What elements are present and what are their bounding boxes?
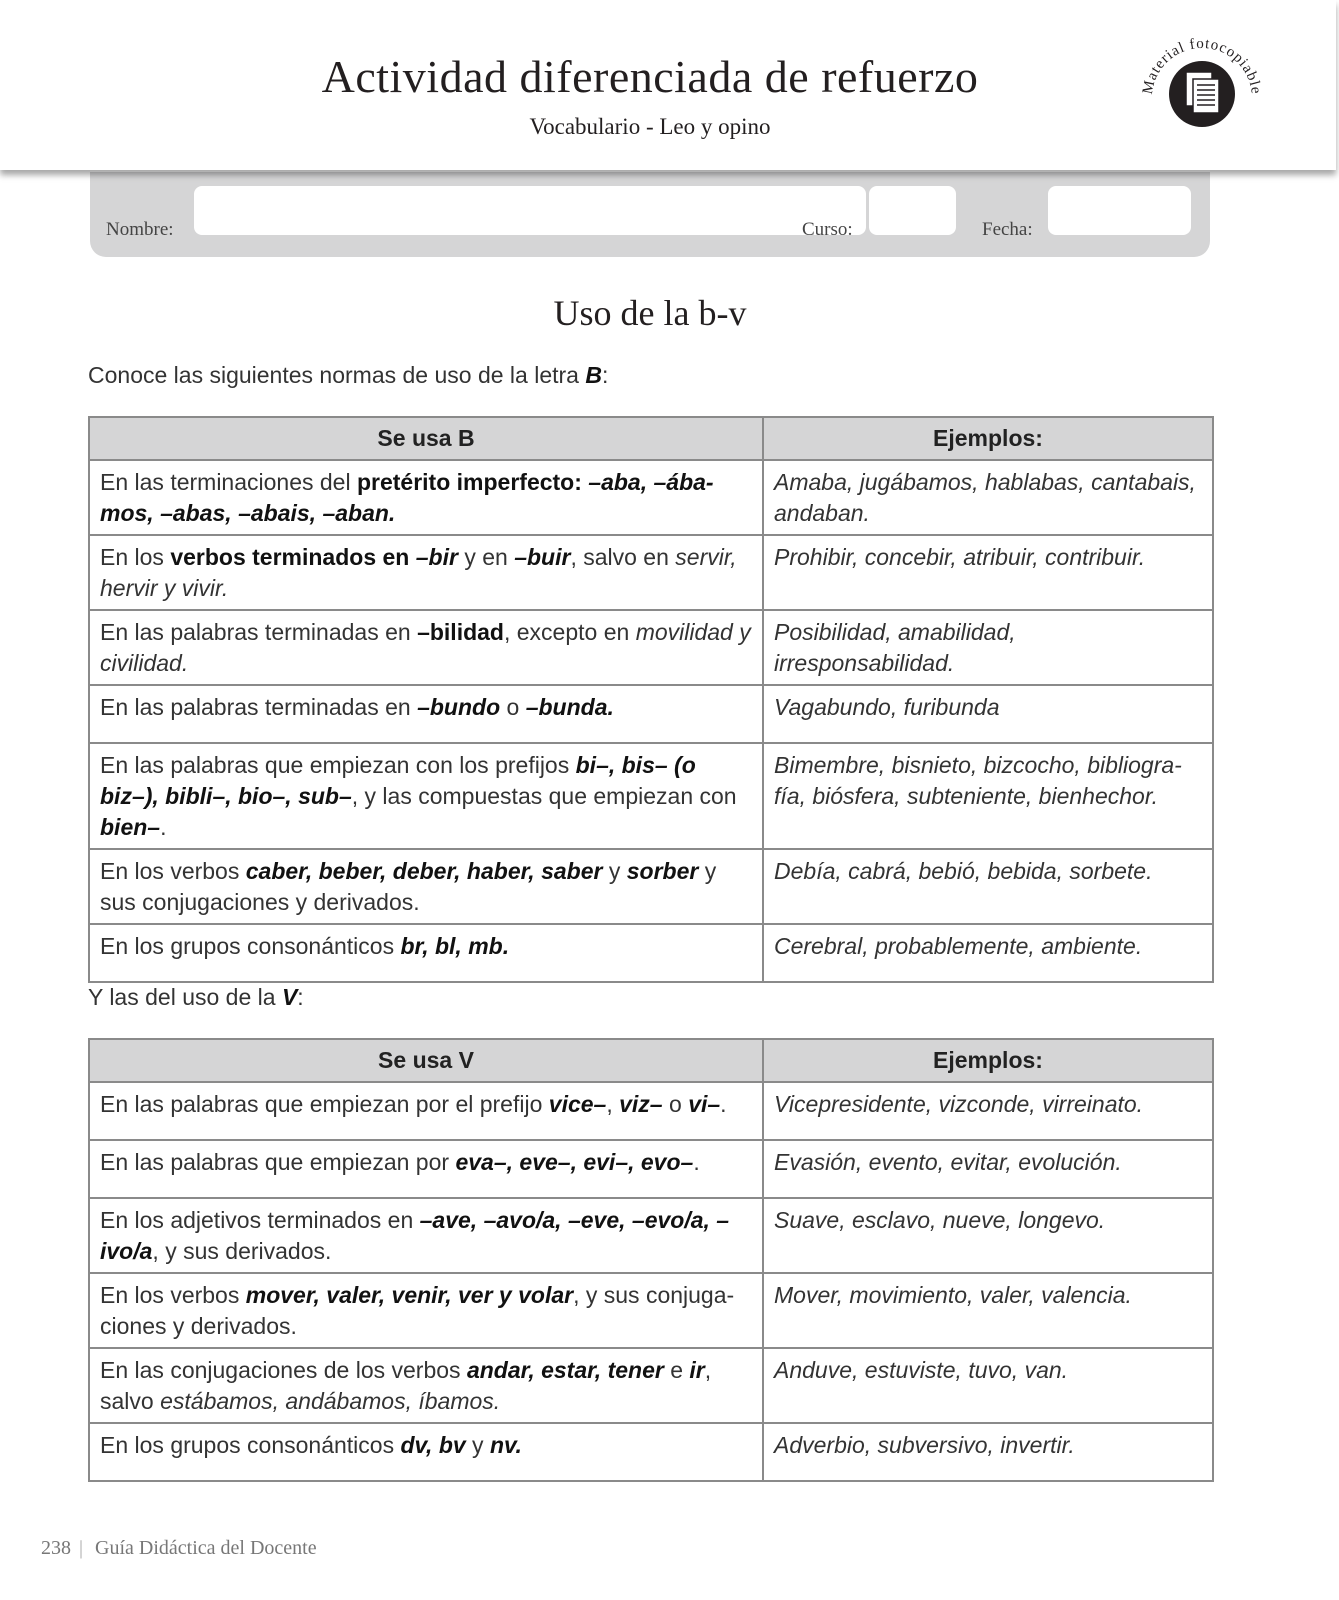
table-v-header-rule: Se usa V [89, 1039, 763, 1082]
table-row [89, 849, 1213, 924]
rule-text-segment: o [500, 694, 526, 720]
example-cell: Amaba, jugábamos, hablabas, cantabais, andaban. [763, 460, 1213, 535]
rule-text-segment: , salvo [100, 1357, 712, 1414]
table-row [89, 1273, 1213, 1348]
rule-text-segment: En los grupos consonánticos [100, 933, 401, 959]
rule-text-segment: viz– [619, 1091, 663, 1117]
rule-text-segment: y en [457, 544, 515, 570]
rule-text-segment: En las terminaciones del [100, 469, 357, 495]
example-cell: Anduve, estuviste, tuvo, van. [763, 1348, 1213, 1423]
rule-text-segment: servir, hervir y vivir. [100, 544, 737, 601]
rule-text-segment: –bunda. [525, 694, 614, 720]
rule-text-segment: estábamos, andábamos, íbamos. [160, 1388, 501, 1414]
rule-text-segment: caber, beber, deber, haber, saber [245, 858, 603, 884]
table-row [89, 1423, 1213, 1481]
rule-cell [89, 849, 763, 924]
rule-text-segment: –buir [514, 544, 571, 570]
rule-cell [89, 535, 763, 610]
example-cell: Evasión, evento, evitar, evolución. [763, 1140, 1213, 1198]
page-subtitle: Vocabulario - Leo y opino [529, 114, 771, 139]
rule-text-segment: , y sus derivados. [152, 1238, 332, 1264]
rule-text-segment: verbos terminados en [170, 544, 416, 570]
page-number: 238 [41, 1537, 71, 1559]
student-info-bar [90, 172, 1210, 257]
rule-text-segment: En las palabras terminadas en [100, 694, 418, 720]
rule-text-segment: –aba, –ába-mos, –abas, –abais, –aban. [100, 469, 714, 526]
date-label: Fecha: [982, 219, 1033, 240]
table-row [89, 1140, 1213, 1198]
photocopiable-seal-icon [1140, 28, 1264, 152]
rule-text-segment: mover, valer, venir, ver y volar [245, 1282, 574, 1308]
header-band [0, 0, 1336, 170]
rule-text-segment: –bilidad [417, 619, 504, 645]
rule-text-segment: En las palabras que empiezan por el prefijo [100, 1091, 549, 1117]
rule-text-segment: y sus conjugaciones y derivados. [100, 858, 717, 915]
rule-text-segment: vice– [548, 1091, 607, 1117]
intro-b-letter: B [585, 362, 602, 388]
rule-text-segment: movilidad y civilidad. [100, 619, 751, 676]
svg-text:Material fotocopiable: Material fotocopiable [1140, 35, 1264, 96]
example-cell: Mover, movimiento, valer, valencia. [763, 1273, 1213, 1348]
rule-cell [89, 610, 763, 685]
table-row [89, 1198, 1213, 1273]
rule-text-segment: andar, estar, tener [466, 1357, 664, 1383]
table-row [89, 610, 1213, 685]
table-row [89, 460, 1213, 535]
rule-text-segment: En las palabras que empiezan por [100, 1149, 456, 1175]
rule-text-segment: . [720, 1091, 727, 1117]
rule-text-segment: bien– [100, 814, 161, 840]
rule-text-segment: . [160, 814, 167, 840]
rule-cell [89, 1273, 763, 1348]
rule-text-segment: , [606, 1091, 620, 1117]
rule-text-segment: –bir [415, 544, 458, 570]
intro-v-end: : [297, 984, 304, 1010]
rule-text-segment: En los adjetivos terminados en [100, 1207, 420, 1233]
example-cell: Vicepresidente, vizconde, virreinato. [763, 1082, 1213, 1140]
page-title: Actividad diferenciada de refuerzo [321, 51, 979, 102]
section-title: Uso de la b-v [553, 293, 747, 333]
table-v-header-row [89, 1039, 1213, 1082]
intro-v-text: Y las del uso de la [88, 984, 282, 1010]
table-row [89, 743, 1213, 849]
table-b-header-row [89, 417, 1213, 460]
example-cell: Posibilidad, amabilidad, irresponsabilidad. [763, 610, 1213, 685]
table-v-header-examples: Ejemplos: [763, 1039, 1213, 1082]
page-footer [41, 1537, 317, 1560]
rule-text-segment: bi–, bis– (o biz–), bibli–, bio–, sub– [100, 752, 696, 809]
table-row [89, 924, 1213, 982]
rule-text-segment: ir [689, 1357, 705, 1383]
rule-cell [89, 1423, 763, 1481]
rule-text-segment: En los grupos consonánticos [100, 1432, 401, 1458]
rule-text-segment: . [693, 1149, 700, 1175]
rule-text-segment: pretérito imperfecto: [356, 469, 589, 495]
rule-cell [89, 685, 763, 743]
example-cell: Prohibir, concebir, atribuir, contribuir. [763, 535, 1213, 610]
intro-b-end: : [601, 362, 609, 388]
name-label: Nombre: [106, 219, 174, 240]
rule-text-segment: En las conjugaciones de los verbos [100, 1357, 467, 1383]
rule-cell [89, 743, 763, 849]
rule-text-segment: , y sus conjuga-ciones y derivados. [100, 1282, 735, 1339]
rule-text-segment: sorber [626, 858, 699, 884]
rule-text-segment: vi– [688, 1091, 721, 1117]
intro-v [88, 984, 304, 1011]
rule-text-segment: nv. [489, 1432, 522, 1458]
rule-cell [89, 1348, 763, 1423]
rule-text-segment: En los verbos [100, 1282, 246, 1308]
example-cell: Bimembre, bisnieto, bizcocho, bibliogra-fía, biósfera, subteniente, bienhechor. [763, 743, 1213, 849]
table-b-header-rule: Se usa B [89, 417, 763, 460]
name-field[interactable] [194, 186, 866, 235]
course-label: Curso: [802, 219, 853, 240]
rule-text-segment: , y las compuestas que empiezan con [351, 783, 737, 809]
rule-text-segment: En los verbos [100, 858, 246, 884]
intro-b [88, 362, 608, 389]
rule-text-segment: eva–, eve–, evi–, evo– [455, 1149, 694, 1175]
table-b [88, 416, 1214, 983]
table-row [89, 535, 1213, 610]
rule-cell [89, 1082, 763, 1140]
rule-text-segment: –ave, –avo/a, –eve, –evo/a, –ivo/a [100, 1207, 730, 1264]
rule-text-segment: y [465, 1432, 490, 1458]
rule-text-segment: En las palabras terminadas en [100, 619, 418, 645]
book-title: Guía Didáctica del Docente [95, 1537, 317, 1559]
rule-cell [89, 1140, 763, 1198]
rule-text-segment: , excepto en [503, 619, 636, 645]
footer-separator: | [79, 1537, 84, 1559]
example-cell: Vagabundo, furibunda [763, 685, 1213, 743]
rule-text-segment: , salvo en [570, 544, 676, 570]
rule-text-segment: e [663, 1357, 690, 1383]
rule-text-segment: br, bl, mb. [400, 933, 510, 959]
table-v [88, 1038, 1214, 1482]
rule-text-segment: –bundo [417, 694, 501, 720]
intro-b-text: Conoce las siguientes normas de uso de la letra [88, 362, 586, 388]
intro-v-letter: V [281, 984, 298, 1010]
table-row [89, 1348, 1213, 1423]
rule-cell [89, 924, 763, 982]
rule-text-segment: dv, bv [400, 1432, 466, 1458]
rule-cell [89, 460, 763, 535]
example-cell: Adverbio, subversivo, invertir. [763, 1423, 1213, 1481]
table-row [89, 685, 1213, 743]
rule-text-segment: y [602, 858, 627, 884]
example-cell: Suave, esclavo, nueve, longevo. [763, 1198, 1213, 1273]
rule-text-segment: o [662, 1091, 689, 1117]
course-field[interactable] [869, 186, 956, 235]
table-row [89, 1082, 1213, 1140]
example-cell: Cerebral, probablemente, ambiente. [763, 924, 1213, 982]
rule-cell [89, 1198, 763, 1273]
rule-text-segment: En los [100, 544, 171, 570]
table-b-header-examples: Ejemplos: [763, 417, 1213, 460]
rule-text-segment: En las palabras que empiezan con los prefijos [100, 752, 576, 778]
date-field[interactable] [1048, 186, 1191, 235]
example-cell: Debía, cabrá, bebió, bebida, sorbete. [763, 849, 1213, 924]
